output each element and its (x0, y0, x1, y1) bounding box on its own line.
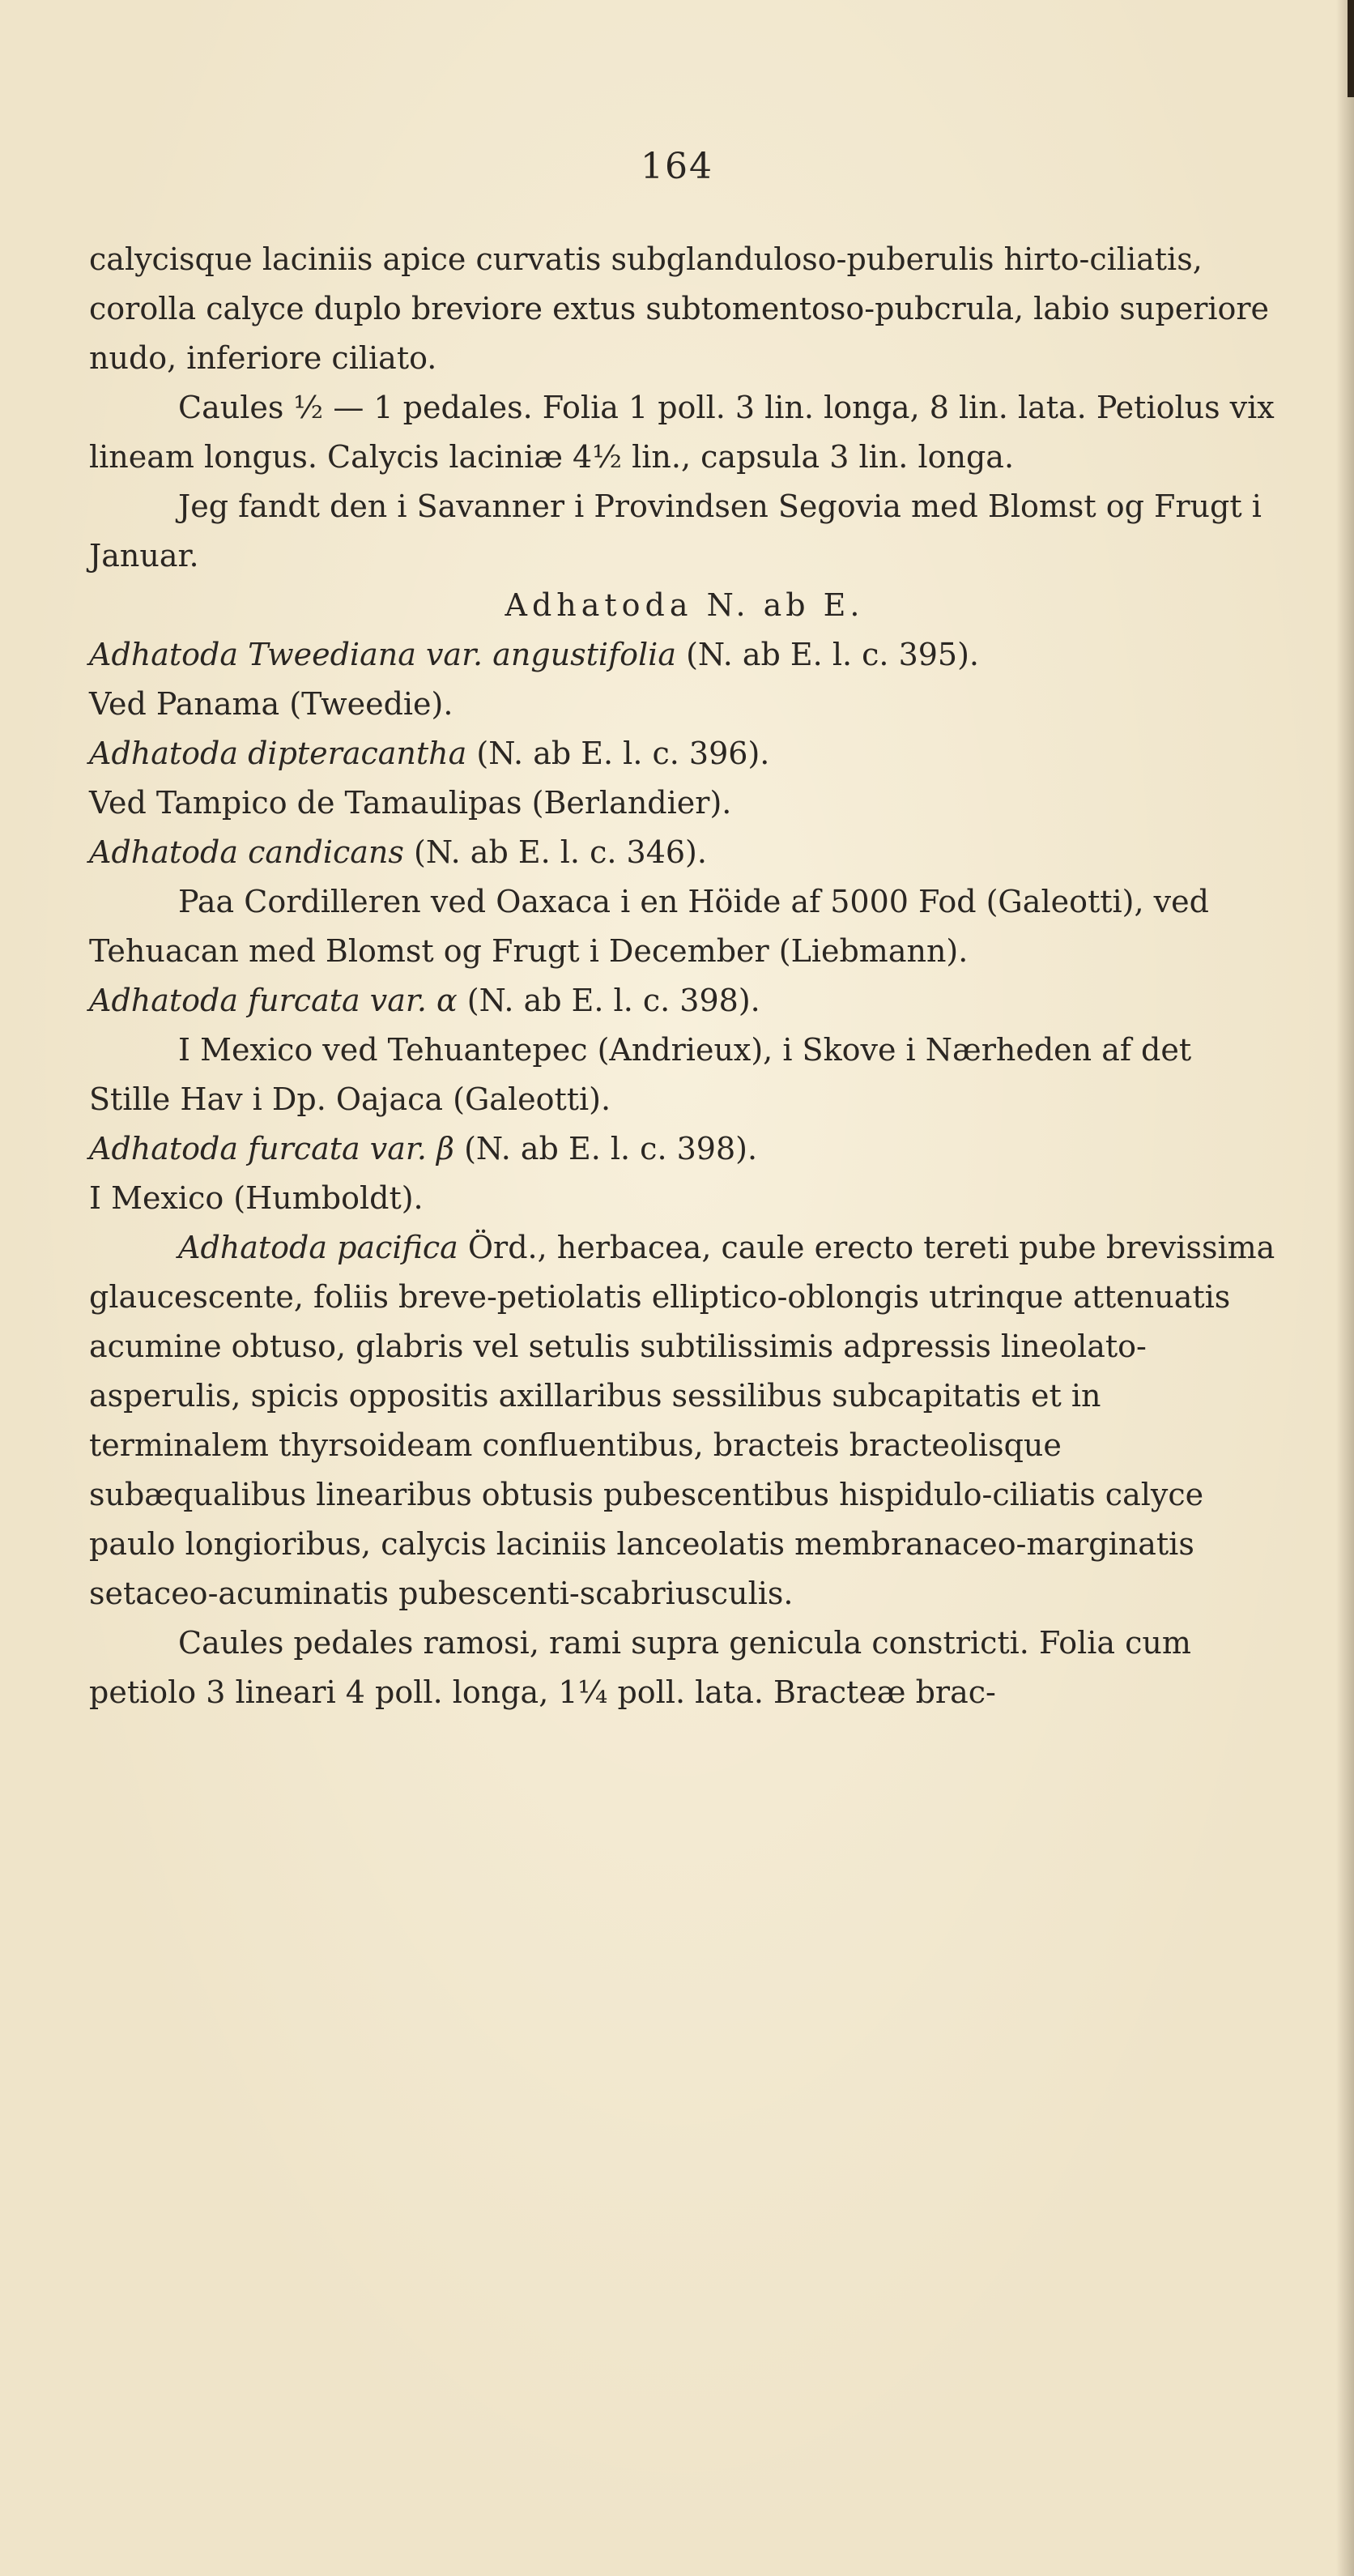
species-entry (89, 630, 1279, 680)
species-name: Adhatoda Tweediana var. angustifolia (89, 637, 676, 672)
species-name: Adhatoda pacifica (178, 1230, 458, 1265)
genus-name: Adhatoda (505, 587, 693, 623)
species-entry (89, 976, 1279, 1026)
page-edge-shadow (1336, 0, 1354, 2576)
species-name: Adhatoda candicans (89, 834, 404, 870)
genus-heading (89, 581, 1279, 630)
species-entry (89, 1124, 1279, 1174)
species-diagnosis: Örd., herbacea, caule erecto tereti pube brevissima glaucescente, foliis breve-petiolatis elliptico-oblongis utrinque attenuatis acumine obtuso, glabris vel setulis subtilissimis adpressis lineolato-asperulis, spicis oppositis axillaribus sessilibus subcapitatis et in terminalem thyrsoideam confluentibus, bracteis bracteolisque subæqualibus linearibus obtusis pubescentibus hispidulo-ciliatis calyce paulo longioribus, calycis laciniis lanceolatis membranaceo-marginatis setaceo-acuminatis pubescenti-scabriusculis. (89, 1230, 1275, 1611)
species-locality: Ved Panama (Tweedie). (89, 686, 453, 722)
species-name: Adhatoda furcata var. β (89, 1131, 454, 1166)
paragraph-description-end: calycisque laciniis apice curvatis subglanduloso-puberulis hirto-ciliatis, corolla calyce duplo breviore extus subtomentoso-pubcrula, labio superiore nudo, inferiore ciliato. (89, 241, 1270, 376)
species-description (89, 1223, 1279, 1619)
body-text (89, 235, 1279, 1717)
page-edge-binding (1348, 0, 1354, 97)
page-number: 164 (641, 146, 713, 187)
species-name: Adhatoda furcata var. α (89, 983, 458, 1018)
species-reference: (N. ab E. l. c. 395). (686, 637, 980, 672)
species-name: Adhatoda dipteracantha (89, 736, 467, 771)
species-locality: Paa Cordilleren ved Oaxaca i en Höide af 5000 Fod (Galeotti), ved Tehuacan med Blomst og Frugt i December (Liebmann). (89, 884, 1209, 969)
species-locality: I Mexico (Humboldt). (89, 1180, 424, 1216)
species-reference: (N. ab E. l. c. 398). (466, 983, 760, 1018)
paragraph-collection-note: Jeg fandt den i Savanner i Provindsen Segovia med Blomst og Frugt i Januar. (89, 488, 1262, 574)
species-reference: (N. ab E. l. c. 396). (476, 736, 770, 771)
species-measurements: Caules pedales ramosi, rami supra genicula constricti. Folia cum petiolo 3 lineari 4 poll. longa, 1¼ poll. lata. Bracteæ brac- (89, 1625, 1191, 1710)
species-entry (89, 828, 1279, 877)
species-locality: Ved Tampico de Tamaulipas (Berlandier). (89, 785, 732, 821)
paragraph-measurements: Caules ½ — 1 pedales. Folia 1 poll. 3 lin. longa, 8 lin. lata. Petiolus vix lineam longus. Calycis laciniæ 4½ lin., capsula 3 lin. longa. (89, 390, 1275, 475)
species-locality: I Mexico ved Tehuantepec (Andrieux), i Skove i Nærheden af det Stille Hav i Dp. Oajaca (Galeotti). (89, 1032, 1192, 1117)
species-entry (89, 729, 1279, 778)
species-reference: (N. ab E. l. c. 398). (464, 1131, 758, 1166)
species-reference: (N. ab E. l. c. 346). (414, 834, 707, 870)
genus-authority: N. ab E. (706, 587, 864, 623)
